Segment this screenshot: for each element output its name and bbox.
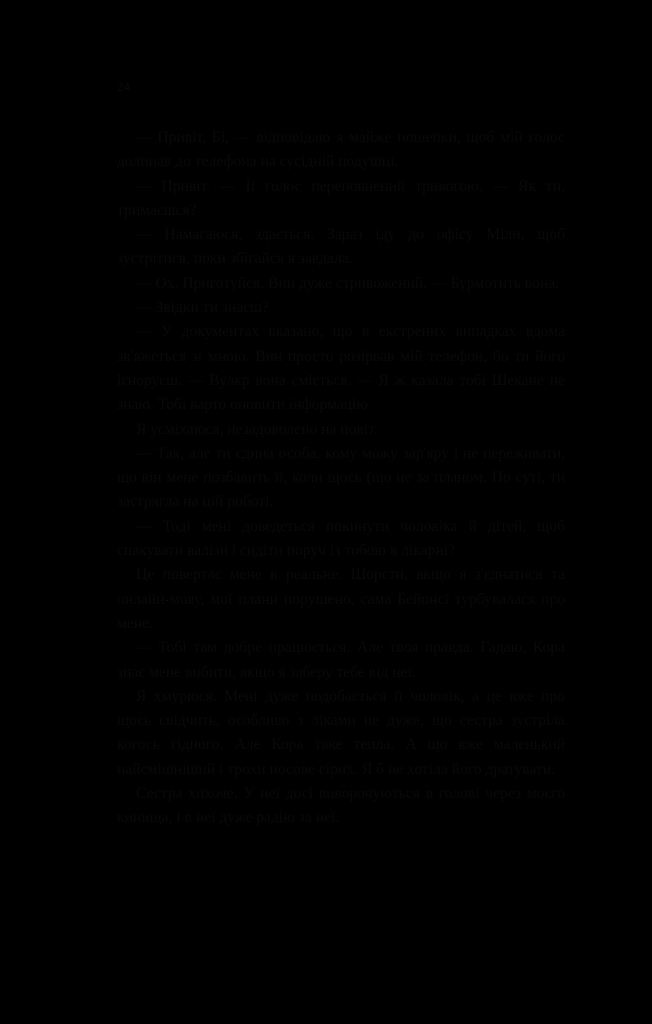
paragraph: Я хмурюся. Мені дуже подобається її чоловік, а це вже про щось свідчить, особливо з ліками не дуже, що сестра зустріла когось гідного. Але Кора таке тепла. А що вже маленький найсмішніший і трохи носове сірих. Я б не хотіла його дратувати. xyxy=(117,687,565,778)
body-text xyxy=(117,126,565,831)
paragraph: Це повертає мене в реальне. Шорсти, якщо я з'єднатися та онлайн-мову, мої плани порушено, сама Бейонсі турбувалася про мене. xyxy=(117,566,565,632)
page-number: 24 xyxy=(117,79,130,94)
paragraph: — Привіт, Бі, — відповідаю я майже пошепки, щоб мій голос долинав до телефона на сусідній подушці. xyxy=(117,129,565,171)
paragraph: — Ох. Приготуйся. Вин дуже стривожений. — Бурмотить вона. xyxy=(136,274,560,292)
paragraph: — Так, але ти єдина особа, кому можу зар'яру і не переживати, що він мене позбавить її, коли щось (що не за планом. По суті, ти застрягла на цій роботі. xyxy=(117,444,565,511)
paragraph: Я усміхаюся, незадоволено на повіт. xyxy=(136,420,378,438)
paragraph: — Привіт. — Її голос переповнений тривогою. — Як ти, тримаєшся? xyxy=(117,177,565,219)
paragraph: — Намагаюся, здається. Зараз їду до офісу Міли, щоб зустрітися, поки збігайся я завдала. xyxy=(117,226,565,268)
paragraph: — У документах вказано, що в екстрених випадках вдома зв'яжеться зі мною. Вин просто розірвав мій телефон, бо ти його ігноруєш. — Вулкр вона сміється. — Я ж казала тобі Шекане не знаю. Тобі варто оновити інформацію. xyxy=(117,323,565,414)
paragraph: — Тоді мені доведеться покинути чоловіка й дітей, щоб спакувати валізи і сидіти поруч із тобою в лікарні? xyxy=(117,517,565,560)
paragraph: — Тобі там добре працюється. Але твоя правда. Гадаю, Кора знає мене вибити, якщо я заберу тебе від неї. xyxy=(117,639,565,681)
paragraph: Сестра хихоче. У неї досі виворочуються в голові через моєго кинища, і в неї дуже радію за неї. xyxy=(117,785,565,827)
paragraph: — Звідки ти знаєш? xyxy=(136,299,269,317)
